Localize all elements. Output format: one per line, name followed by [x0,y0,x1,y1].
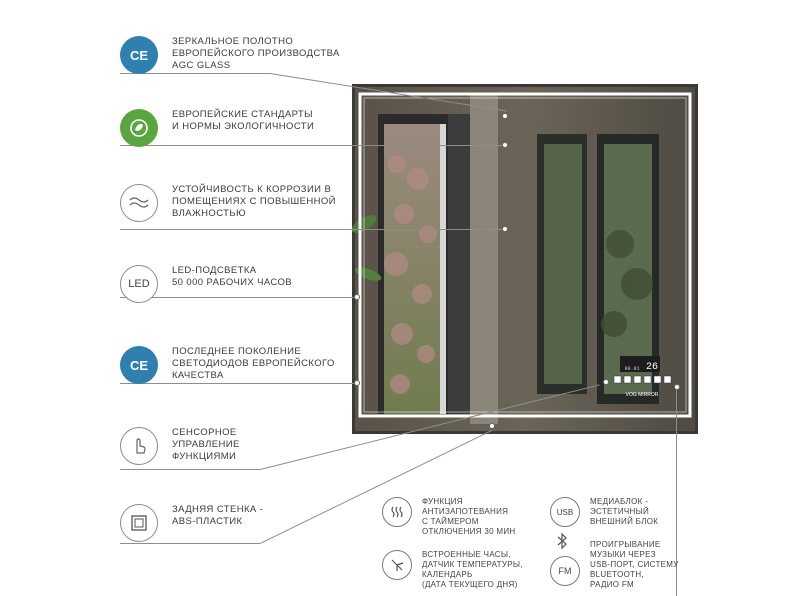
feature-touch [120,427,240,465]
feature-music [550,540,679,590]
usb-icon: USB [550,497,580,527]
feature-eco [120,109,314,147]
feature-text: LED-ПОДСВЕТКА 50 000 РАБОЧИХ ЧАСОВ [172,265,293,288]
feature-agc-glass [120,36,340,74]
feature-text: ЕВРОПЕЙСКИЕ СТАНДАРТЫ И НОРМЫ ЭКОЛОГИЧНОСТИ [172,109,315,132]
callout-line [120,229,505,230]
ce-mark-icon: CE [120,346,158,384]
callout-dot [502,142,508,148]
clock-thermo-icon [382,550,412,580]
feature-text: ФУНКЦИЯ АНТИЗАПОТЕВАНИЯ С ТАЙМЕРОМ ОТКЛЮЧЕНИЯ 30 МИН [422,497,516,536]
mirror-brand: VOG MIRROR [625,392,659,398]
feature-text: ПРОИГРЫВАНИЕ МУЗЫКИ ЧЕРЕЗ USB-ПОРТ, СИСТЕМУ BLUETOOTH, РАДИО FM [590,540,679,589]
feature-bluetooth [550,529,574,553]
callout-line [120,543,260,544]
feature-led-europe [120,346,335,384]
callout-dot [354,294,360,300]
callout-dot [354,380,360,386]
feature-media [550,497,658,527]
feature-corrosion [120,184,336,222]
display-temperature: 26 [645,362,659,373]
callout-dot [674,384,680,390]
mirror-illustration [352,84,698,434]
feature-clock [382,550,523,590]
back-panel-icon [120,504,158,542]
fm-radio-icon: FM [550,556,580,586]
led-icon: LED [120,265,158,303]
feature-led [120,265,292,303]
feature-text: ВСТРОЕННЫЕ ЧАСЫ, ДАТЧИК ТЕМПЕРАТУРЫ, КАЛЕНДАРЬ (ДАТА ТЕКУЩЕГО ДНЯ) [422,550,523,589]
water-wave-icon [120,184,158,222]
callout-dot [502,113,508,119]
callout-dot [502,226,508,232]
callout-dot [489,423,495,429]
eco-leaf-icon [120,109,158,147]
ce-mark-icon: CE [120,36,158,74]
feature-text: СЕНСОРНОЕ УПРАВЛЕНИЕ ФУНКЦИЯМИ [172,427,240,462]
feature-text: ЗЕРКАЛЬНОЕ ПОЛОТНО ЕВРОПЕЙСКОГО ПРОИЗВОДСТВА AGC GLASS [172,36,340,71]
feature-text: МЕДИАБЛОК - ЭСТЕТИЧНЫЙ ВНЕШНИЙ БЛОК [590,497,659,526]
display-time: 99.91 [624,366,640,372]
callout-line [120,469,260,470]
feature-text: ПОСЛЕДНЕЕ ПОКОЛЕНИЕ СВЕТОДИОДОВ ЕВРОПЕЙСКОГО КАЧЕСТВА [172,346,335,381]
callout-dot [603,379,609,385]
feature-text: УСТОЙЧИВОСТЬ К КОРРОЗИИ В ПОМЕЩЕНИЯХ С ПОВЫШЕННОЙ ВЛАЖНОСТЬЮ [172,184,336,219]
feature-back-panel [120,504,263,542]
feature-antifog [382,497,515,537]
bluetooth-icon [550,529,574,553]
antifog-heat-icon [382,497,412,527]
touch-hand-icon [120,427,158,465]
feature-text: ЗАДНЯЯ СТЕНКА - ABS-ПЛАСТИК [172,504,264,527]
